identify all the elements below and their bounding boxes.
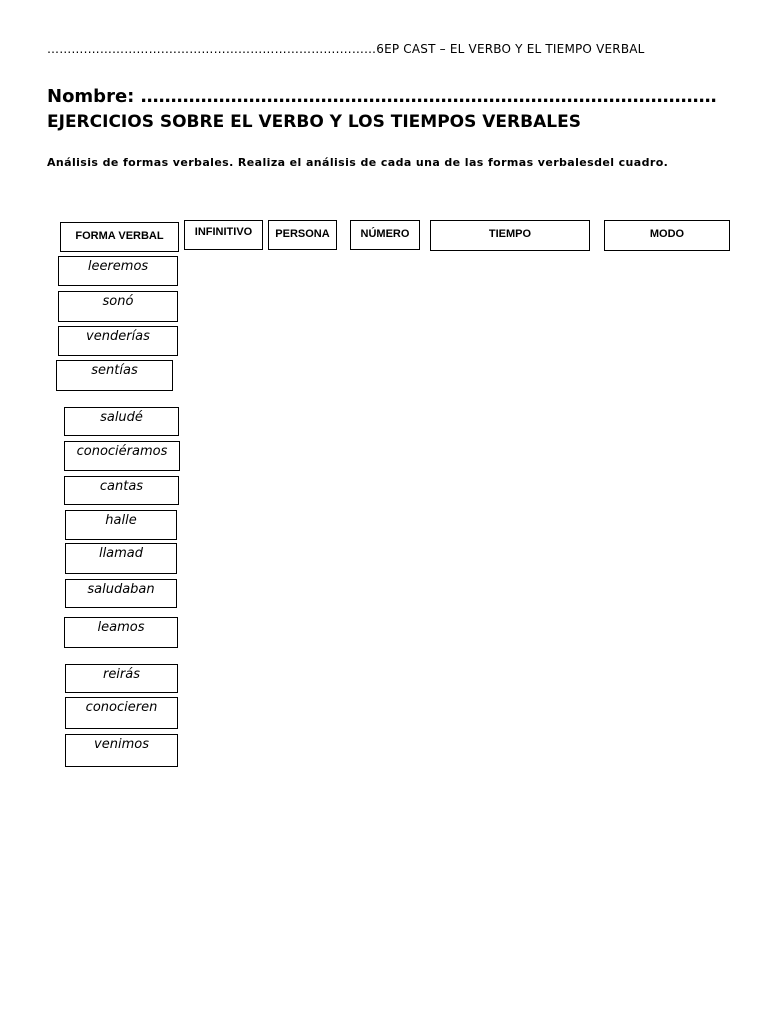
verb-form-box: sonó bbox=[58, 291, 178, 322]
verb-form-box: leamos bbox=[64, 617, 178, 648]
instructions-text: Análisis de formas verbales. Realiza el análisis de cada una de las formas verbalesdel cuadro. bbox=[47, 156, 669, 169]
header-forma-verbal: FORMA VERBAL bbox=[60, 222, 179, 252]
verb-form-box: cantas bbox=[64, 476, 179, 505]
verb-form-box: halle bbox=[65, 510, 177, 540]
verb-form-box: sentías bbox=[56, 360, 173, 391]
verb-form-box: saludé bbox=[64, 407, 179, 436]
verb-form-box: leeremos bbox=[58, 256, 178, 286]
document-header: ……….……………….…………………………………….………6EP CAST – EL VERBO Y EL TIEMPO VERBAL bbox=[47, 42, 645, 56]
verb-form-box: saludaban bbox=[65, 579, 177, 608]
header-modo: MODO bbox=[604, 220, 730, 251]
verb-form-box: conocieren bbox=[65, 697, 178, 729]
verb-form-box: venderías bbox=[58, 326, 178, 356]
name-field-label: Nombre: …………………………………………………………………………………… bbox=[47, 86, 717, 107]
verb-form-box: venimos bbox=[65, 734, 178, 767]
header-numero: NÚMERO bbox=[350, 220, 420, 250]
header-tiempo: TIEMPO bbox=[430, 220, 590, 251]
page-title: EJERCICIOS SOBRE EL VERBO Y LOS TIEMPOS VERBALES bbox=[47, 112, 581, 132]
verb-form-box: reirás bbox=[65, 664, 178, 693]
verb-form-box: conociéramos bbox=[64, 441, 180, 471]
header-persona: PERSONA bbox=[268, 220, 337, 250]
header-infinitivo: INFINITIVO bbox=[184, 220, 263, 250]
verb-form-box: llamad bbox=[65, 543, 177, 574]
